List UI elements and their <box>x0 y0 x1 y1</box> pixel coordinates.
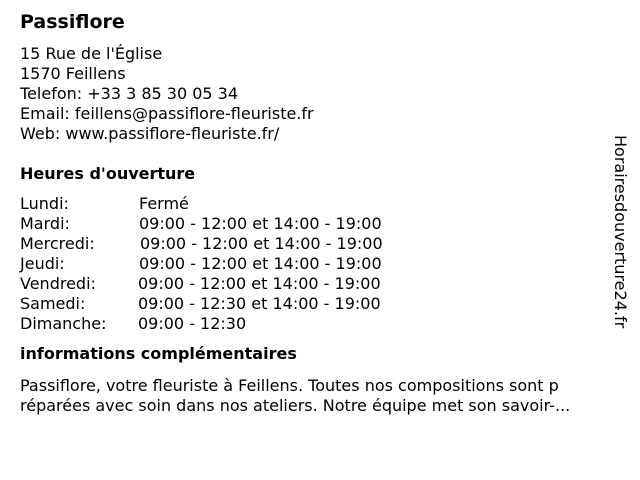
day-label: Vendredi: <box>20 274 96 293</box>
business-name: Passiflore <box>20 11 125 33</box>
web-line: Web: www.passiflore-fleuriste.fr/ <box>20 124 280 143</box>
phone-line: Telefon: +33 3 85 30 05 34 <box>20 84 239 103</box>
opening-hours-title: Heures d'ouverture <box>20 164 196 183</box>
hours-row-mardi <box>20 214 610 234</box>
time-value: 09:00 - 12:00 et 14:00 - 19:00 <box>139 254 382 273</box>
address-street: 15 Rue de l'Église <box>20 44 163 63</box>
business-card <box>20 8 610 416</box>
time-value: 09:00 - 12:00 et 14:00 - 19:00 <box>138 274 381 293</box>
address-city: 1570 Feillens <box>20 64 126 83</box>
email-line: Email: feillens@passiflore-fleuriste.fr <box>20 104 314 123</box>
hours-row-samedi <box>20 294 610 314</box>
site-watermark: Horairesdouverture24.fr <box>611 135 630 329</box>
hours-row-lundi <box>20 194 610 214</box>
hours-row-dimanche <box>20 314 610 334</box>
hours-row-vendredi <box>20 274 610 294</box>
time-value: 09:00 - 12:00 et 14:00 - 19:00 <box>139 214 382 233</box>
time-value: Fermé <box>139 194 189 213</box>
opening-hours-table <box>20 194 610 334</box>
time-value: 09:00 - 12:00 et 14:00 - 19:00 <box>140 234 383 253</box>
time-value: 09:00 - 12:30 et 14:00 - 19:00 <box>138 294 381 313</box>
day-label: Mardi: <box>20 214 70 233</box>
day-label: Dimanche: <box>20 314 107 333</box>
hours-row-jeudi <box>20 254 610 274</box>
day-label: Samedi: <box>20 294 86 313</box>
additional-info-text: Passiflore, votre fleuriste à Feillens. Toutes nos compositions sont p réparées avec soin dans nos ateliers. Notre équipe met son savoir-... <box>20 376 571 415</box>
hours-row-mercredi <box>20 234 610 254</box>
day-label: Jeudi: <box>20 254 65 273</box>
day-label: Lundi: <box>20 194 69 213</box>
time-value: 09:00 - 12:30 <box>138 314 247 333</box>
additional-info-title: informations complémentaires <box>20 344 297 363</box>
day-label: Mercredi: <box>20 234 95 253</box>
